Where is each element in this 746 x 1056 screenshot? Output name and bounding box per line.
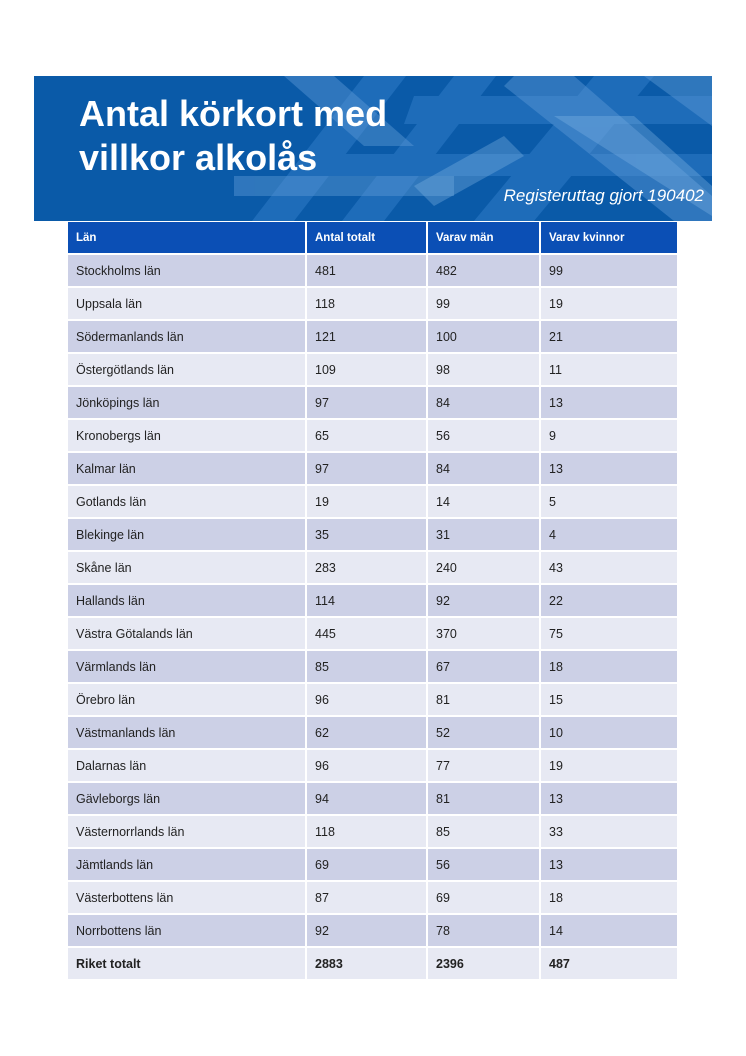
cell-county: Blekinge län bbox=[68, 519, 307, 552]
cell-total: 283 bbox=[307, 552, 428, 585]
cell-men: 482 bbox=[428, 255, 541, 288]
cell-county: Hallands län bbox=[68, 585, 307, 618]
cell-total: 96 bbox=[307, 750, 428, 783]
cell-county: Dalarnas län bbox=[68, 750, 307, 783]
cell-total: 109 bbox=[307, 354, 428, 387]
total-cell-men: 2396 bbox=[428, 948, 541, 981]
total-cell-total: 2883 bbox=[307, 948, 428, 981]
table-row bbox=[68, 354, 677, 387]
table-row bbox=[68, 420, 677, 453]
cell-county: Kronobergs län bbox=[68, 420, 307, 453]
table-row bbox=[68, 453, 677, 486]
cell-total: 85 bbox=[307, 651, 428, 684]
cell-county: Gävleborgs län bbox=[68, 783, 307, 816]
column-header-county: Län bbox=[68, 222, 307, 255]
cell-total: 114 bbox=[307, 585, 428, 618]
cell-county: Jönköpings län bbox=[68, 387, 307, 420]
cell-men: 84 bbox=[428, 453, 541, 486]
cell-total: 69 bbox=[307, 849, 428, 882]
cell-men: 52 bbox=[428, 717, 541, 750]
cell-women: 99 bbox=[541, 255, 677, 288]
table-row bbox=[68, 288, 677, 321]
table-row bbox=[68, 387, 677, 420]
cell-total: 118 bbox=[307, 288, 428, 321]
cell-county: Skåne län bbox=[68, 552, 307, 585]
table-header-row bbox=[68, 222, 677, 255]
cell-women: 13 bbox=[541, 849, 677, 882]
cell-total: 62 bbox=[307, 717, 428, 750]
column-header-men: Varav män bbox=[428, 222, 541, 255]
cell-total: 121 bbox=[307, 321, 428, 354]
cell-women: 13 bbox=[541, 453, 677, 486]
column-header-women: Varav kvinnor bbox=[541, 222, 677, 255]
cell-county: Västra Götalands län bbox=[68, 618, 307, 651]
cell-county: Västerbottens län bbox=[68, 882, 307, 915]
cell-county: Jämtlands län bbox=[68, 849, 307, 882]
cell-total: 92 bbox=[307, 915, 428, 948]
cell-county: Västernorrlands län bbox=[68, 816, 307, 849]
cell-men: 69 bbox=[428, 882, 541, 915]
cell-men: 85 bbox=[428, 816, 541, 849]
table-row bbox=[68, 882, 677, 915]
cell-men: 370 bbox=[428, 618, 541, 651]
cell-women: 18 bbox=[541, 882, 677, 915]
cell-women: 22 bbox=[541, 585, 677, 618]
cell-men: 14 bbox=[428, 486, 541, 519]
cell-women: 10 bbox=[541, 717, 677, 750]
table-body bbox=[68, 255, 677, 981]
cell-women: 43 bbox=[541, 552, 677, 585]
cell-women: 15 bbox=[541, 684, 677, 717]
page-title bbox=[79, 92, 387, 180]
cell-total: 96 bbox=[307, 684, 428, 717]
cell-men: 92 bbox=[428, 585, 541, 618]
table-row bbox=[68, 849, 677, 882]
table-row bbox=[68, 552, 677, 585]
cell-total: 19 bbox=[307, 486, 428, 519]
cell-county: Värmlands län bbox=[68, 651, 307, 684]
cell-county: Uppsala län bbox=[68, 288, 307, 321]
cell-women: 21 bbox=[541, 321, 677, 354]
table-row bbox=[68, 783, 677, 816]
cell-total: 65 bbox=[307, 420, 428, 453]
cell-men: 78 bbox=[428, 915, 541, 948]
table-row bbox=[68, 618, 677, 651]
cell-women: 14 bbox=[541, 915, 677, 948]
cell-women: 33 bbox=[541, 816, 677, 849]
cell-women: 13 bbox=[541, 783, 677, 816]
cell-men: 81 bbox=[428, 684, 541, 717]
cell-total: 118 bbox=[307, 816, 428, 849]
cell-total: 445 bbox=[307, 618, 428, 651]
table-row bbox=[68, 585, 677, 618]
table-row bbox=[68, 816, 677, 849]
cell-men: 240 bbox=[428, 552, 541, 585]
cell-county: Östergötlands län bbox=[68, 354, 307, 387]
cell-men: 56 bbox=[428, 849, 541, 882]
cell-women: 9 bbox=[541, 420, 677, 453]
cell-men: 81 bbox=[428, 783, 541, 816]
table-row bbox=[68, 750, 677, 783]
cell-county: Södermanlands län bbox=[68, 321, 307, 354]
table-row bbox=[68, 255, 677, 288]
title-line-2: villkor alkolås bbox=[79, 137, 318, 178]
cell-county: Norrbottens län bbox=[68, 915, 307, 948]
cell-men: 98 bbox=[428, 354, 541, 387]
column-header-total: Antal totalt bbox=[307, 222, 428, 255]
cell-men: 84 bbox=[428, 387, 541, 420]
cell-total: 35 bbox=[307, 519, 428, 552]
county-statistics-table bbox=[68, 222, 677, 981]
table-row bbox=[68, 651, 677, 684]
table-row bbox=[68, 321, 677, 354]
table-row bbox=[68, 486, 677, 519]
cell-women: 19 bbox=[541, 288, 677, 321]
cell-county: Västmanlands län bbox=[68, 717, 307, 750]
total-cell-women: 487 bbox=[541, 948, 677, 981]
table-row bbox=[68, 717, 677, 750]
cell-women: 19 bbox=[541, 750, 677, 783]
cell-county: Stockholms län bbox=[68, 255, 307, 288]
table-row bbox=[68, 915, 677, 948]
total-cell-county: Riket totalt bbox=[68, 948, 307, 981]
cell-women: 5 bbox=[541, 486, 677, 519]
cell-total: 87 bbox=[307, 882, 428, 915]
table-row bbox=[68, 519, 677, 552]
registry-extract-date: Registeruttag gjort 190402 bbox=[503, 186, 704, 205]
cell-women: 11 bbox=[541, 354, 677, 387]
cell-men: 67 bbox=[428, 651, 541, 684]
cell-men: 77 bbox=[428, 750, 541, 783]
cell-total: 97 bbox=[307, 453, 428, 486]
cell-county: Örebro län bbox=[68, 684, 307, 717]
cell-women: 75 bbox=[541, 618, 677, 651]
table-row bbox=[68, 684, 677, 717]
cell-county: Kalmar län bbox=[68, 453, 307, 486]
table-total-row bbox=[68, 948, 677, 981]
title-line-1: Antal körkort med bbox=[79, 93, 388, 134]
cell-men: 100 bbox=[428, 321, 541, 354]
cell-total: 94 bbox=[307, 783, 428, 816]
cell-men: 56 bbox=[428, 420, 541, 453]
cell-women: 13 bbox=[541, 387, 677, 420]
cell-total: 481 bbox=[307, 255, 428, 288]
header-banner bbox=[34, 76, 712, 221]
cell-county: Gotlands län bbox=[68, 486, 307, 519]
cell-women: 18 bbox=[541, 651, 677, 684]
cell-total: 97 bbox=[307, 387, 428, 420]
cell-women: 4 bbox=[541, 519, 677, 552]
cell-men: 99 bbox=[428, 288, 541, 321]
cell-men: 31 bbox=[428, 519, 541, 552]
